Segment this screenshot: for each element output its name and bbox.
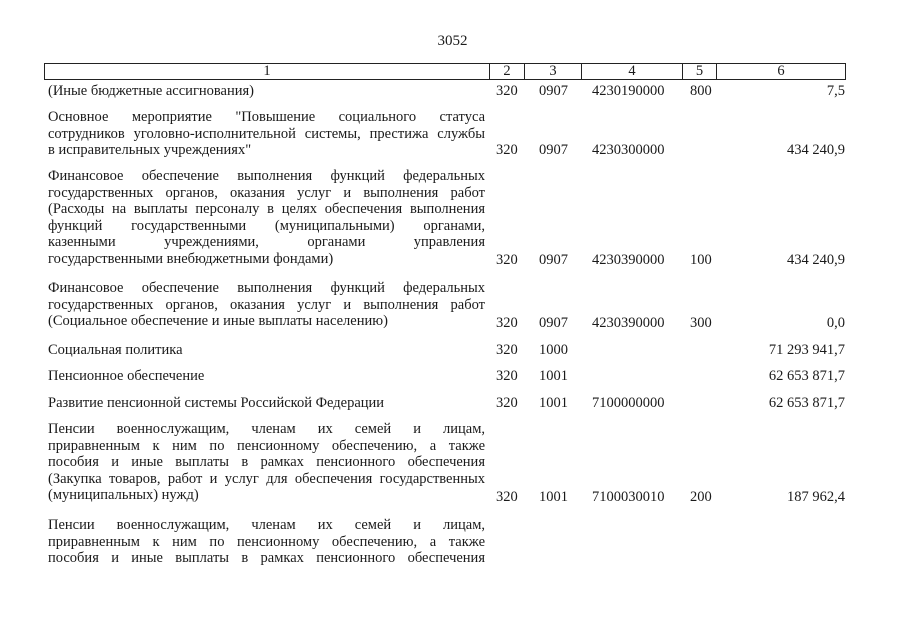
header-cell-2: 2 <box>489 64 524 79</box>
row-name-line: Финансовое обеспечение выполнения функций федеральных <box>48 280 485 296</box>
cell-col-5: 800 <box>690 83 712 99</box>
cell-col-6: 0,0 <box>826 315 845 331</box>
cell-col-6: 62 653 871,7 <box>768 395 845 411</box>
cell-col-5: 300 <box>690 315 712 331</box>
row-name <box>48 109 485 159</box>
cell-col-4: 4230190000 <box>592 83 665 99</box>
cell-col-6: 434 240,9 <box>787 252 845 268</box>
row-name-line: Финансовое обеспечение выполнения функций федеральных <box>48 168 485 184</box>
row-name <box>48 368 485 385</box>
row-name-line: Развитие пенсионной системы Российской Федерации <box>48 395 385 411</box>
row-name <box>48 168 485 267</box>
cell-col-3: 1001 <box>539 368 568 384</box>
cell-col-2: 320 <box>496 142 518 158</box>
row-name <box>48 395 485 412</box>
row-name-line: Пенсии военнослужащим, членам их семей и лицам, <box>48 421 485 437</box>
row-name <box>48 421 485 504</box>
row-name <box>48 342 485 359</box>
cell-col-3: 0907 <box>539 315 568 331</box>
row-name <box>48 517 485 567</box>
cell-col-2: 320 <box>496 368 518 384</box>
row-name-line: Социальная политика <box>48 342 183 358</box>
header-cell-4: 4 <box>581 64 682 79</box>
cell-col-3: 1001 <box>539 395 568 411</box>
row-name-line: (Закупка товаров, работ и услуг для обеспечения государственных <box>48 470 485 487</box>
cell-col-3: 1001 <box>539 489 568 505</box>
cell-col-6: 187 962,4 <box>787 489 845 505</box>
cell-col-6: 71 293 941,7 <box>768 342 845 358</box>
cell-col-6: 62 653 871,7 <box>768 368 845 384</box>
cell-col-2: 320 <box>496 489 518 505</box>
row-name-line: приравненным к ним по пенсионному обеспечению, а также <box>48 437 485 454</box>
cell-col-4: 7100000000 <box>592 395 665 411</box>
row-name-line: (муниципальных) нужд) <box>48 487 199 503</box>
cell-col-3: 0907 <box>539 83 568 99</box>
row-name-line: пособия и иные выплаты в рамках пенсионного обеспечения <box>48 550 485 566</box>
header-cell-3: 3 <box>524 64 581 79</box>
cell-col-2: 320 <box>496 315 518 331</box>
row-name <box>48 280 485 330</box>
cell-col-2: 320 <box>496 342 518 358</box>
row-name-line: (Расходы на выплаты персоналу в целях обеспечения выполнения <box>48 201 485 217</box>
cell-col-2: 320 <box>496 395 518 411</box>
row-name-line: Пенсии военнослужащим, членам их семей и лицам, <box>48 517 485 533</box>
header-cell-1: 1 <box>263 63 271 79</box>
row-name-line: государственных органов, оказания услуг и выполнения работ <box>48 296 485 313</box>
row-name-line: приравненным к ним по пенсионному обеспечению, а также <box>48 533 485 550</box>
row-name-line: в исправительных учреждениях" <box>48 142 252 158</box>
cell-col-3: 0907 <box>539 142 568 158</box>
cell-col-5: 200 <box>690 489 712 505</box>
page-number: 3052 <box>437 33 468 49</box>
cell-col-4: 4230300000 <box>592 142 665 158</box>
row-name-line: функций государственными (муниципальными) органами, <box>48 217 485 234</box>
row-name-line: Основное мероприятие "Повышение социального статуса <box>48 109 485 125</box>
row-name-line: (Иные бюджетные ассигнования) <box>48 83 255 99</box>
row-name-line: казенными учреждениями, органами управления <box>48 234 485 250</box>
row-name <box>48 83 485 100</box>
header-cell-6: 6 <box>716 64 845 79</box>
cell-col-3: 0907 <box>539 252 568 268</box>
cell-col-2: 320 <box>496 83 518 99</box>
cell-col-2: 320 <box>496 252 518 268</box>
cell-col-6: 7,5 <box>826 83 845 99</box>
cell-col-5: 100 <box>690 252 712 268</box>
row-name-line: Пенсионное обеспечение <box>48 368 205 384</box>
row-name-line: государственных органов, оказания услуг и выполнения работ <box>48 184 485 201</box>
cell-col-3: 1000 <box>539 342 568 358</box>
cell-col-4: 4230390000 <box>592 252 665 268</box>
row-name-line: (Социальное обеспечение и иные выплаты населению) <box>48 313 388 329</box>
row-name-line: государственными внебюджетными фондами) <box>48 250 334 267</box>
cell-col-4: 4230390000 <box>592 315 665 331</box>
row-name-line: сотрудников уголовно-исполнительной системы, престижа службы <box>48 125 485 142</box>
header-cell-5: 5 <box>682 64 716 79</box>
table-header-row <box>44 63 846 80</box>
row-name-line: пособия и иные выплаты в рамках пенсионного обеспечения <box>48 454 485 470</box>
cell-col-4: 7100030010 <box>592 489 665 505</box>
cell-col-6: 434 240,9 <box>787 142 845 158</box>
